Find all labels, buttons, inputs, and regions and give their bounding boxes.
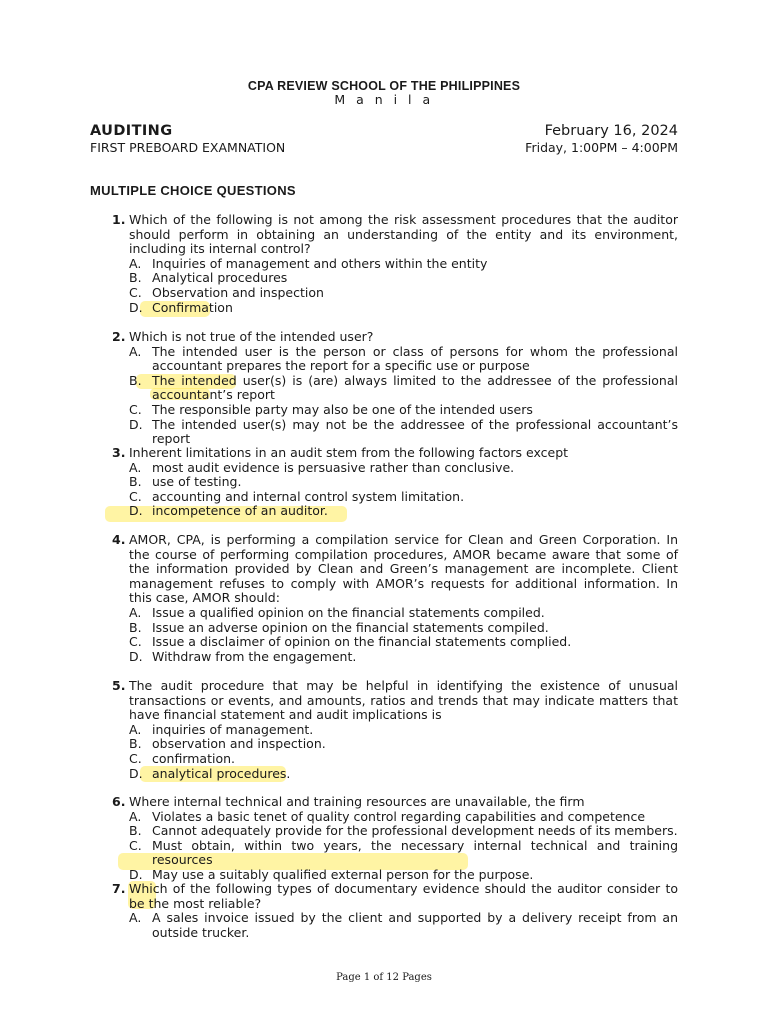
choice-letter: A.: [129, 910, 142, 926]
choice-c: [129, 635, 678, 650]
choice-letter: C.: [129, 634, 142, 650]
question-number: 4.: [112, 532, 126, 547]
question-text: AMOR, CPA, is performing a compilation service for Clean and Green Corporation. In the course of performing compilation procedures, AMOR became aware that some of the information provided by Clean and Green’s management are incomplete. Client management refuses to comply with AMOR’s requests for additional information. In this case, AMOR should:: [129, 532, 678, 606]
choice-text: accounting and internal control system limitation.: [152, 488, 465, 504]
choice-letter: D.: [129, 416, 143, 432]
choice-b: [129, 824, 678, 839]
choice-d: [129, 418, 678, 447]
choice-a: [129, 257, 678, 272]
choice-c: [129, 403, 678, 418]
question-1: [112, 213, 678, 315]
choice-b: [129, 621, 678, 636]
choice-text: Confirmation: [152, 299, 233, 315]
question-text: Which of the following types of documentary evidence should the auditor consider to be the most reliable?: [129, 881, 678, 911]
choice-text: The intended user(s) may not be the addressee of the professional accountant’s report: [152, 416, 678, 447]
choice-a: [129, 345, 678, 374]
exam-subject: AUDITING: [90, 123, 173, 139]
choice-b: [129, 737, 678, 752]
question-text: Where internal technical and training resources are unavailable, the firm: [129, 794, 585, 809]
choice-letter: C.: [129, 401, 142, 417]
choice-c: [129, 286, 678, 301]
exam-schedule: Friday, 1:00PM – 4:00PM: [525, 140, 678, 155]
choice-d: [129, 650, 678, 665]
choice-text: Issue a qualified opinion on the financial statements compiled.: [152, 604, 545, 620]
choice-c: [129, 839, 678, 868]
choice-letter: D.: [129, 866, 143, 882]
choice-text: A sales invoice issued by the client and supported by a delivery receipt from an outside trucker.: [152, 910, 678, 940]
choice-text: use of testing.: [152, 474, 242, 490]
question-3: [112, 446, 678, 519]
section-title: MULTIPLE CHOICE QUESTIONS: [90, 183, 296, 198]
choice-text: observation and inspection.: [152, 736, 326, 752]
choice-letter: A.: [129, 604, 142, 620]
question-text: The audit procedure that may be helpful in identifying the existence of unusual transactions or events, and amounts, ratios and trends that may indicate matters that have financial statement and audit implications is: [129, 678, 678, 723]
choice-letter: A.: [129, 343, 142, 359]
question-5: [112, 679, 678, 781]
choice-text: Withdraw from the engagement.: [152, 648, 357, 664]
choice-text: Observation and inspection: [152, 284, 324, 300]
choice-b: [129, 271, 678, 286]
choice-letter: A.: [129, 721, 142, 737]
question-number: 3.: [112, 445, 126, 460]
question-number: 6.: [112, 794, 126, 809]
choice-letter: C.: [129, 284, 142, 300]
choice-text: The intended user(s) is (are) always limited to the addressee of the professional accountant’s report: [152, 372, 678, 403]
question-2: [112, 330, 678, 447]
choice-letter: D.: [129, 765, 143, 781]
question-number: 7.: [112, 881, 126, 896]
question-7: [112, 882, 678, 940]
choice-b: [129, 475, 678, 490]
choice-letter: C.: [129, 488, 142, 504]
question-4: [112, 533, 678, 664]
choice-letter: B.: [129, 619, 142, 635]
choice-letter: A.: [129, 255, 142, 271]
choice-letter: C.: [129, 837, 142, 853]
choice-text: inquiries of management.: [152, 721, 314, 737]
question-text: Which is not true of the intended user?: [129, 329, 374, 344]
choice-letter: B.: [129, 823, 142, 839]
choice-letter: A.: [129, 459, 142, 475]
question-6: [112, 795, 678, 883]
choice-text: confirmation.: [152, 750, 235, 766]
exam-date: February 16, 2024: [544, 123, 678, 139]
choice-letter: D.: [129, 299, 143, 315]
choice-letter: A.: [129, 808, 142, 824]
choice-c: [129, 490, 678, 505]
choice-c: [129, 752, 678, 767]
exam-title: FIRST PREBOARD EXAMNATION: [90, 140, 286, 155]
choice-text: May use a suitably qualified external person for the purpose.: [152, 866, 534, 882]
choice-letter: B.: [129, 736, 142, 752]
choice-b: [129, 374, 678, 403]
choice-text: Inquiries of management and others within the entity: [152, 255, 488, 271]
choice-letter: B.: [129, 270, 142, 286]
choice-letter: B.: [129, 372, 142, 388]
choice-a: [129, 606, 678, 621]
choice-text: The responsible party may also be one of the intended users: [152, 401, 533, 417]
choice-a: [129, 723, 678, 738]
choice-text: incompetence of an auditor.: [152, 503, 328, 519]
choice-a: [129, 810, 678, 825]
choice-text: Violates a basic tenet of quality control regarding capabilities and competence: [152, 808, 646, 824]
choice-a: [129, 461, 678, 476]
choice-letter: D.: [129, 503, 143, 519]
school-city: M a n i l a: [334, 92, 434, 107]
school-name: CPA REVIEW SCHOOL OF THE PHILIPPINES: [247, 79, 521, 93]
choice-text: Analytical procedures: [152, 270, 288, 286]
choice-text: The intended user is the person or class of persons for whom the professional accountant prepares the report for a specific use or purpose: [152, 343, 678, 374]
choice-text: most audit evidence is persuasive rather than conclusive.: [152, 459, 515, 475]
choice-d: [129, 504, 678, 519]
choice-letter: D.: [129, 648, 143, 664]
choice-letter: C.: [129, 750, 142, 766]
page-footer: Page 1 of 12 Pages: [336, 972, 432, 983]
choice-text: Must obtain, within two years, the necessary internal technical and training resources: [152, 837, 678, 868]
choice-letter: B.: [129, 474, 142, 490]
choice-d: [129, 301, 678, 316]
choice-text: Cannot adequately provide for the professional development needs of its members.: [152, 823, 678, 839]
choice-text: Issue a disclaimer of opinion on the financial statements complied.: [152, 634, 572, 650]
choice-text: Issue an adverse opinion on the financial statements compiled.: [152, 619, 549, 635]
choice-text: analytical procedures.: [152, 765, 291, 781]
question-number: 1.: [112, 212, 126, 227]
question-number: 5.: [112, 678, 126, 693]
choice-d: [129, 767, 678, 782]
choice-a: [129, 911, 678, 940]
question-text: Inherent limitations in an audit stem from the following factors except: [129, 445, 569, 460]
question-text: Which of the following is not among the risk assessment procedures that the auditor should perform in obtaining an understanding of the entity and its environment, including its internal control?: [129, 212, 678, 257]
question-number: 2.: [112, 329, 126, 344]
